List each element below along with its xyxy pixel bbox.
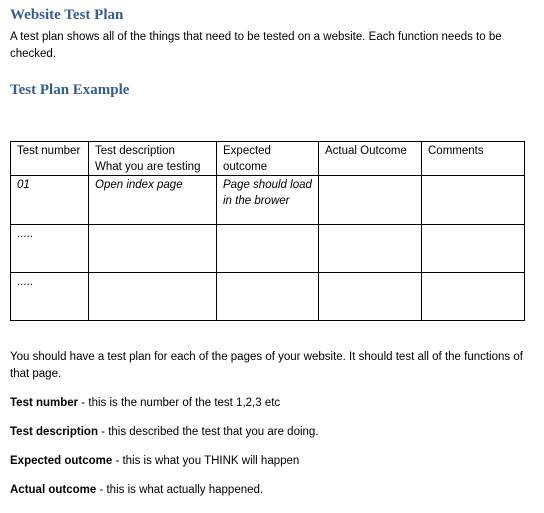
table-row [11,225,525,273]
cell-expected: Page should load in the brower [217,176,319,225]
cell-comments [422,225,525,273]
header-test-description: Test description What you are testing [89,142,217,176]
definition-text: - this is the number of the test 1,2,3 etc [78,397,281,409]
cell-description [89,273,217,321]
notes-section [10,349,525,499]
header-actual-outcome: Actual Outcome [319,142,422,176]
section-heading: Test Plan Example [10,82,130,98]
cell-actual [319,273,422,321]
definition-text: - this is what actually happened. [96,484,264,496]
cell-test-number: ..... [11,273,89,321]
definition-test-number [10,395,525,412]
cell-description [89,225,217,273]
cell-actual [319,176,422,225]
definition-test-description [10,424,525,441]
definition-term: Test description [10,426,98,438]
cell-comments [422,273,525,321]
table-row [11,273,525,321]
cell-test-number: 01 [11,176,89,225]
definition-actual-outcome [10,482,525,499]
definition-text: - this described the test that you are doing. [97,426,319,438]
intro-paragraph: A test plan shows all of the things that need to be tested on a website. Each function needs to be checked. [10,31,502,60]
test-plan-table [10,141,525,321]
cell-expected [217,225,319,273]
header-expected-outcome: Expected outcome [217,142,319,176]
definition-term: Test number [10,397,79,409]
summary-paragraph: You should have a test plan for each of the pages of your website. It should test all of the functions of that page. [10,351,523,380]
cell-comments [422,176,525,225]
definition-text: - this is what you THINK will happen [112,455,300,467]
definition-term: Expected outcome [10,455,113,467]
cell-expected [217,273,319,321]
table-header-row [11,142,525,176]
header-comments: Comments [422,142,525,176]
cell-description: Open index page [89,176,217,225]
document-title: Website Test Plan [10,7,124,23]
document-page [10,6,530,496]
cell-test-number: ..... [11,225,89,273]
definition-term: Actual outcome [10,484,97,496]
table-row [11,176,525,225]
header-test-number: Test number [11,142,89,176]
definition-expected-outcome [10,453,525,470]
cell-actual [319,225,422,273]
